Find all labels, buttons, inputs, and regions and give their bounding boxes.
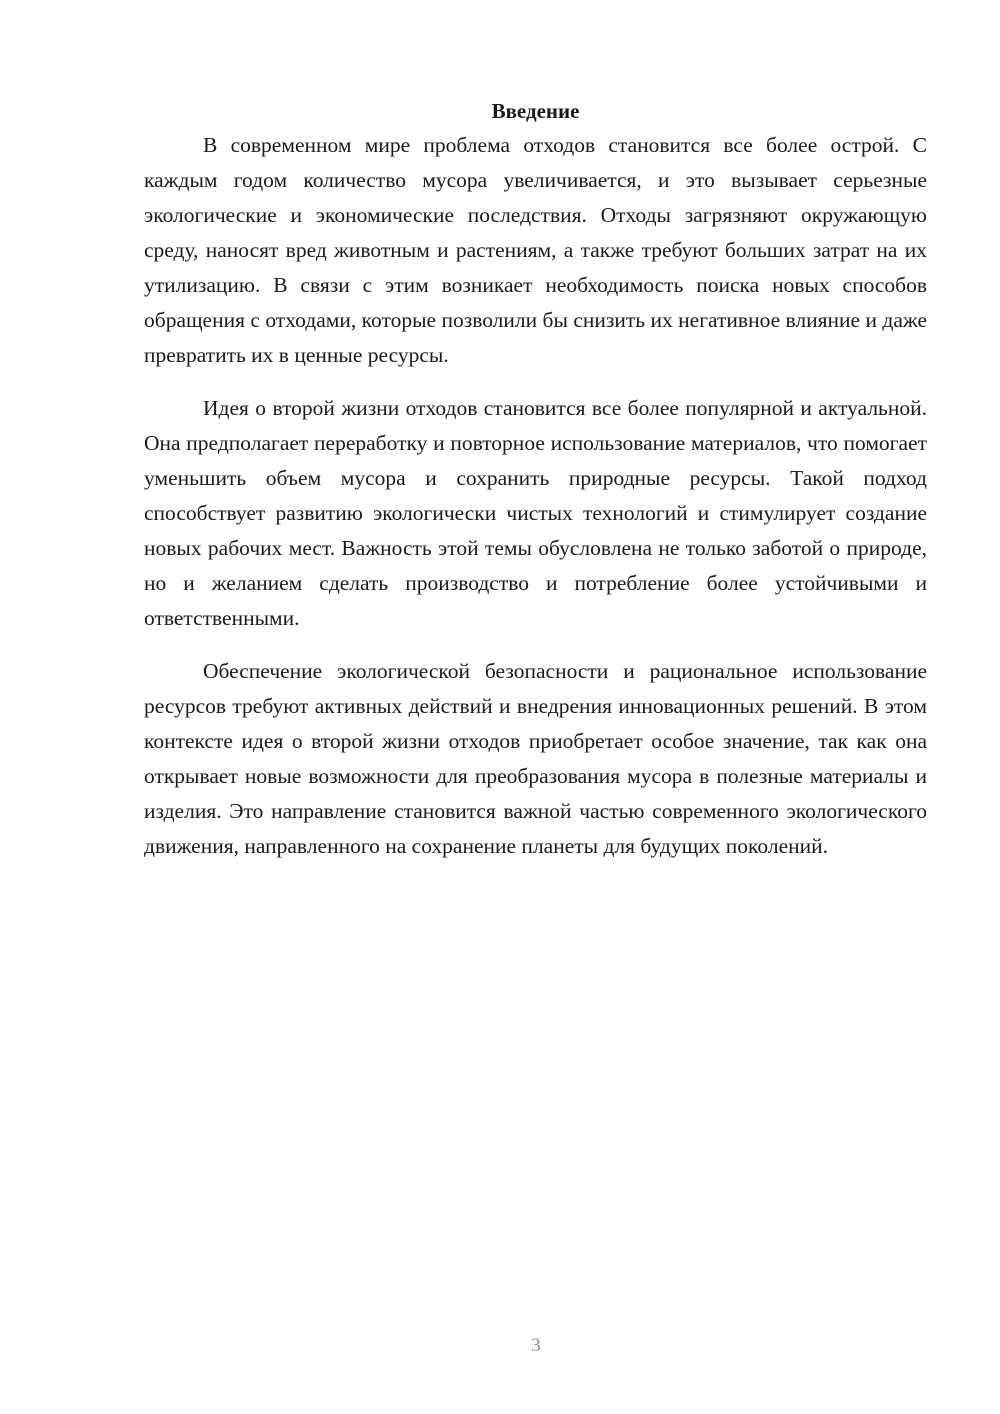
page-content <box>144 96 927 864</box>
page-number: 3 <box>531 1335 541 1356</box>
paragraph-2: Идея о второй жизни отходов становится все более популярной и актуальной. Она предполагает переработку и повторное использование материалов, что помогает уменьшить объем мусора и сохранить природные ресурсы. Такой подход способствует развитию экологически чистых технологий и стимулирует создание новых рабочих мест. Важность этой темы обусловлена не только заботой о природе, но и желанием сделать производство и потребление более устойчивыми и ответственными. <box>144 396 927 630</box>
section-title: Введение <box>491 99 580 123</box>
paragraph-3: Обеспечение экологической безопасности и рациональное использование ресурсов требуют активных действий и внедрения инновационных решений. В этом контексте идея о второй жизни отходов приобретает особое значение, так как она открывает новые возможности для преобразования мусора в полезные материалы и изделия. Это направление становится важной частью современного экологического движения, направленного на сохранение планеты для будущих поколений. <box>144 659 927 858</box>
paragraph-1: В современном мире проблема отходов становится все более острой. С каждым годом количество мусора увеличивается, и это вызывает серьезные экологические и экономические последствия. Отходы загрязняют окружающую среду, наносят вред животным и растениям, а также требуют больших затрат на их утилизацию. В связи с этим возникает необходимость поиска новых способов обращения с отходами, которые позволили бы снизить их негативное влияние и даже превратить их в ценные ресурсы. <box>144 133 927 367</box>
